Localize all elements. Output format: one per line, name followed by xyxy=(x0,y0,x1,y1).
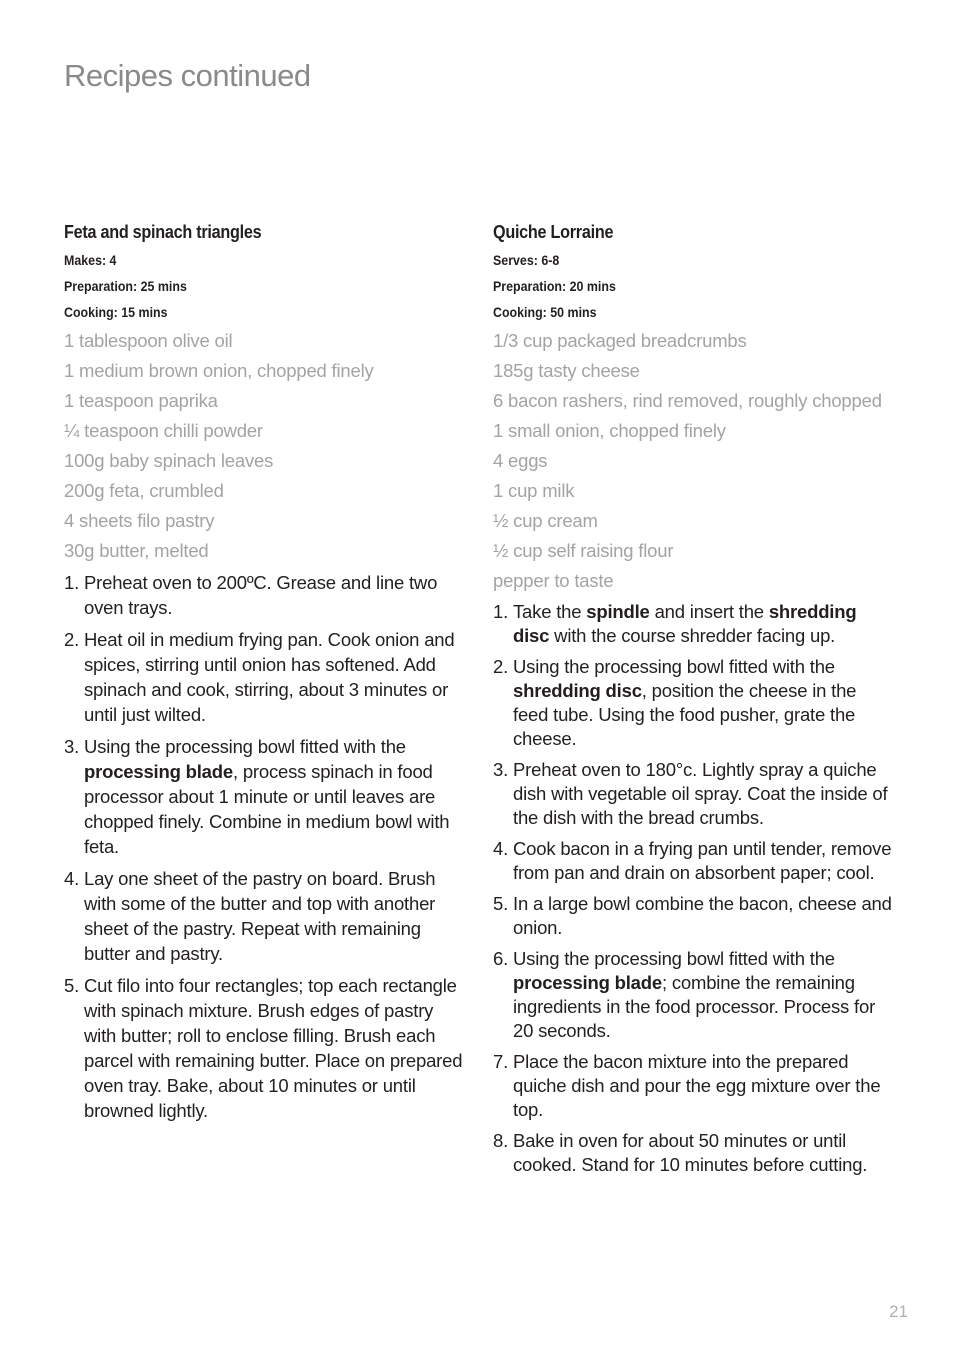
method-step xyxy=(493,892,893,940)
step-number: 2. xyxy=(493,656,509,677)
step-text: In a large bowl combine the bacon, cheese and onion. xyxy=(513,893,892,938)
step-emphasis: shredding disc xyxy=(513,680,642,701)
step-text: Bake in oven for about 50 minutes or until cooked. Stand for 10 minutes before cutting. xyxy=(513,1130,868,1175)
step-number: 2. xyxy=(64,629,80,650)
ingredient-item: ½ cup cream xyxy=(493,510,598,531)
ingredient-item: 185g tasty cheese xyxy=(493,360,640,381)
method-steps xyxy=(493,600,893,1177)
step-number: 5. xyxy=(64,975,80,996)
step-number: 4. xyxy=(493,838,509,859)
step-text: Using the processing bowl fitted with the xyxy=(84,736,406,757)
step-number: 1. xyxy=(64,572,80,593)
ingredient-item: 1 small onion, chopped finely xyxy=(493,420,726,441)
method-step xyxy=(493,758,893,830)
method-step xyxy=(64,973,464,1123)
ingredients-list xyxy=(64,330,464,562)
step-emphasis: processing blade xyxy=(513,972,662,993)
method-step xyxy=(493,947,893,1043)
meta-makes: Makes: 4 xyxy=(64,253,117,268)
step-number: 1. xyxy=(493,601,509,622)
method-step xyxy=(64,627,464,727)
method-step xyxy=(493,655,893,751)
ingredient-item: 6 bacon rashers, rind removed, roughly chopped xyxy=(493,390,882,411)
step-text: , process spinach in food processor about 1 minute or until leaves are chopped finely. Combine in medium bowl with feta. xyxy=(84,761,450,857)
method-step xyxy=(493,600,893,648)
page-number: 21 xyxy=(889,1302,908,1321)
meta-cooking: Cooking: 50 mins xyxy=(493,305,597,320)
ingredient-item: 4 eggs xyxy=(493,450,548,471)
ingredient-item: ¼ teaspoon chilli powder xyxy=(64,420,263,441)
step-text: Cut filo into four rectangles; top each rectangle with spinach mixture. Brush edges of pastry with butter; roll to enclose filling. Brush each parcel with remaining butter. Place on prepared oven tray. Bake, about 10 minutes or until browned lightly. xyxy=(84,975,463,1121)
step-number: 3. xyxy=(493,759,509,780)
step-text: Using the processing bowl fitted with the xyxy=(513,948,835,969)
step-number: 8. xyxy=(493,1130,509,1151)
step-text: with the course shredder facing up. xyxy=(549,625,836,646)
step-emphasis: spindle xyxy=(586,601,650,622)
ingredient-item: 1 teaspoon paprika xyxy=(64,390,218,411)
ingredient-item: ½ cup self raising flour xyxy=(493,540,674,561)
recipe-feta-spinach-triangles xyxy=(64,222,464,1130)
ingredient-item: 200g feta, crumbled xyxy=(64,480,224,501)
step-text: Heat oil in medium frying pan. Cook onion and spices, stirring until onion has softened. Add spinach and cook, stirring, about 3 minutes or until just wilted. xyxy=(84,629,455,725)
recipe-meta xyxy=(493,248,893,326)
method-step xyxy=(64,734,464,859)
ingredient-item: 1/3 cup packaged breadcrumbs xyxy=(493,330,747,351)
step-emphasis: shredding disc xyxy=(513,601,857,646)
step-text: Using the processing bowl fitted with the xyxy=(513,656,835,677)
recipe-quiche-lorraine xyxy=(493,222,893,1184)
step-number: 5. xyxy=(493,893,509,914)
recipe-title: Quiche Lorraine xyxy=(493,222,614,242)
step-text: Lay one sheet of the pastry on board. Brush with some of the butter and top with another sheet of the pastry. Repeat with remaining butter and pastry. xyxy=(84,868,436,964)
step-text: and insert the xyxy=(649,601,769,622)
step-text: Cook bacon in a frying pan until tender, remove from pan and drain on absorbent paper; cool. xyxy=(513,838,892,883)
ingredients-list xyxy=(493,330,893,592)
ingredient-item: 30g butter, melted xyxy=(64,540,209,561)
page-title: Recipes continued xyxy=(64,58,311,93)
meta-preparation: Preparation: 25 mins xyxy=(64,279,187,294)
step-text: , position the cheese in the feed tube. Using the food pusher, grate the cheese. xyxy=(513,680,857,749)
ingredient-item: 1 cup milk xyxy=(493,480,575,501)
ingredient-item: 4 sheets filo pastry xyxy=(64,510,215,531)
recipe-meta xyxy=(64,248,464,326)
meta-serves: Serves: 6-8 xyxy=(493,253,560,268)
step-text: Preheat oven to 200ºC. Grease and line two oven trays. xyxy=(84,572,438,618)
meta-cooking: Cooking: 15 mins xyxy=(64,305,168,320)
ingredient-item: pepper to taste xyxy=(493,570,614,591)
method-step xyxy=(493,1050,893,1122)
ingredient-item: 100g baby spinach leaves xyxy=(64,450,274,471)
ingredient-item: 1 tablespoon olive oil xyxy=(64,330,233,351)
step-number: 6. xyxy=(493,948,509,969)
method-step xyxy=(64,570,464,620)
ingredient-item: 1 medium brown onion, chopped finely xyxy=(64,360,374,381)
step-text: ; combine the remaining ingredients in the food processor. Process for 20 seconds. xyxy=(513,972,876,1041)
step-number: 7. xyxy=(493,1051,509,1072)
step-emphasis: processing blade xyxy=(84,761,233,782)
step-number: 3. xyxy=(64,736,80,757)
method-step xyxy=(493,837,893,885)
step-text: Preheat oven to 180°c. Lightly spray a quiche dish with vegetable oil spray. Coat the inside of the dish with the bread crumbs. xyxy=(513,759,888,828)
method-step xyxy=(64,866,464,966)
step-text: Take the xyxy=(513,601,587,622)
step-number: 4. xyxy=(64,868,80,889)
recipe-title: Feta and spinach triangles xyxy=(64,222,262,242)
meta-preparation: Preparation: 20 mins xyxy=(493,279,616,294)
method-steps xyxy=(64,570,464,1123)
method-step xyxy=(493,1129,893,1177)
step-text: Place the bacon mixture into the prepared quiche dish and pour the egg mixture over the top. xyxy=(513,1051,881,1120)
